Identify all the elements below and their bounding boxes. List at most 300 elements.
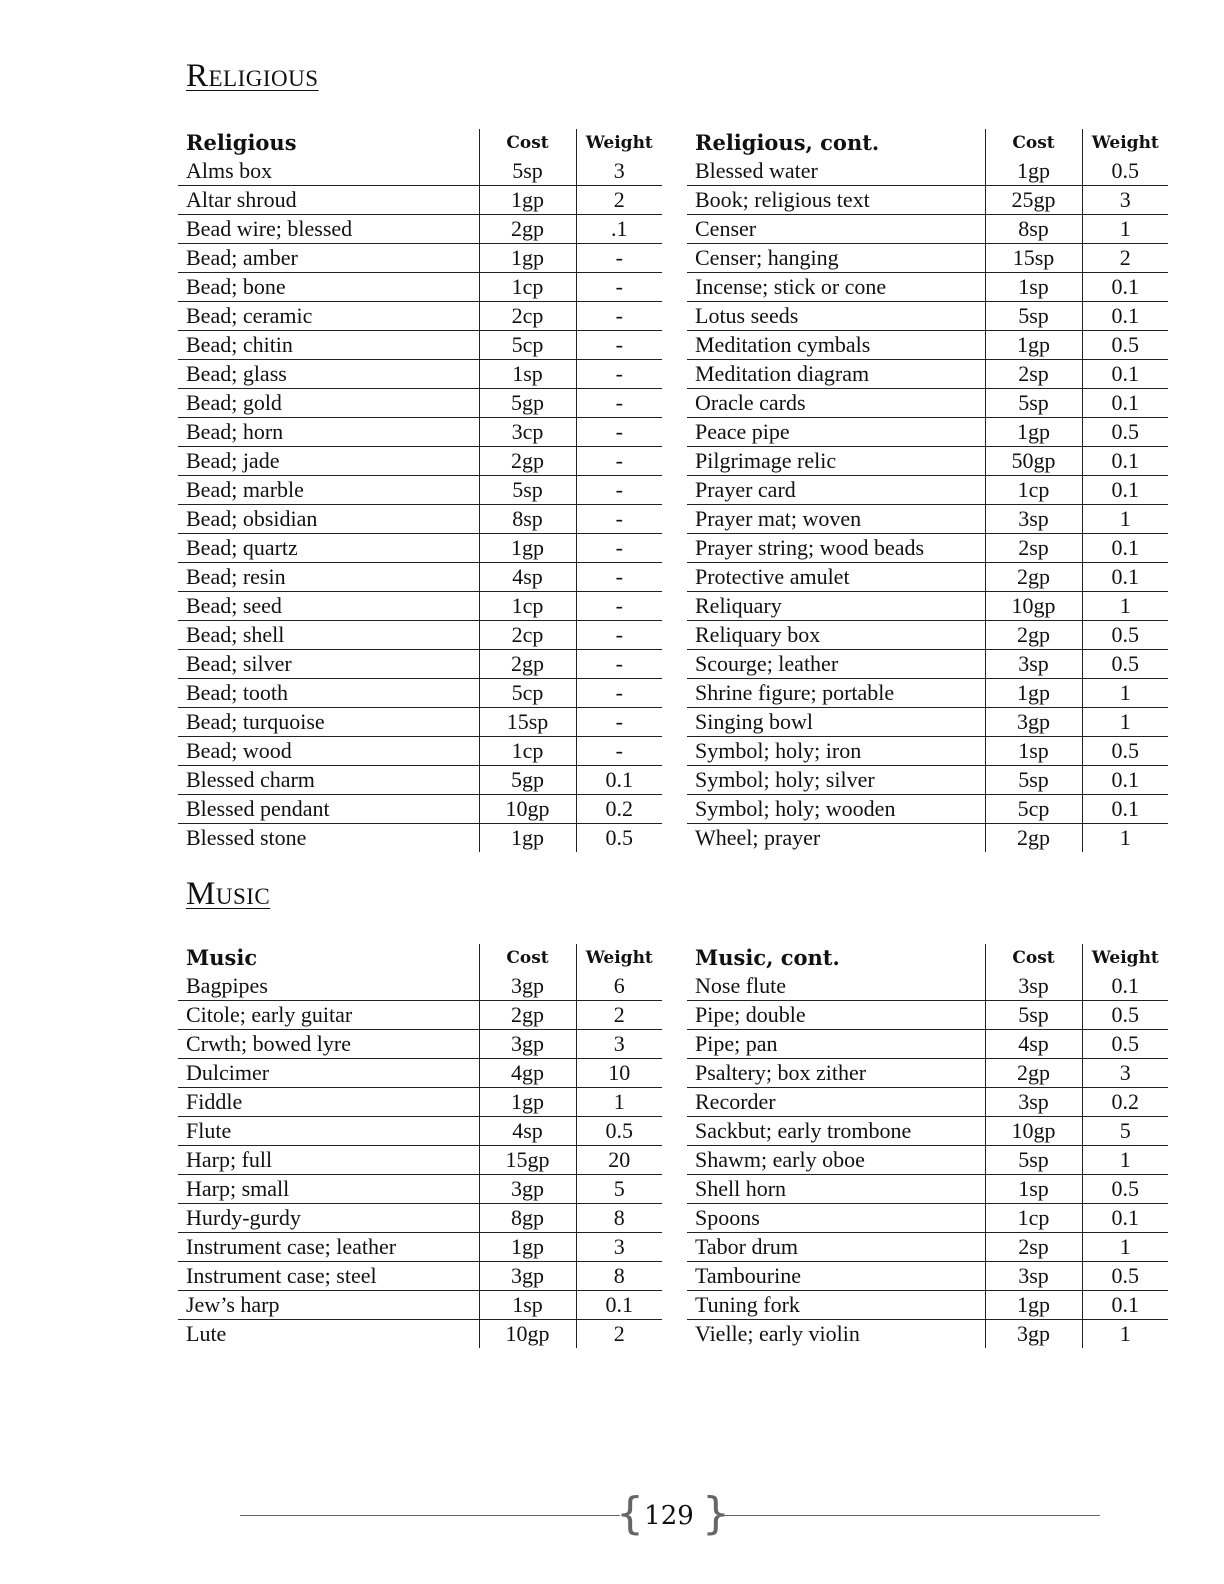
item-weight: 0.1 (576, 1291, 662, 1320)
table-row (178, 331, 662, 360)
item-weight: 1 (1082, 679, 1168, 708)
item-name: Shell horn (695, 1176, 787, 1201)
item-cost: 5sp (985, 766, 1082, 795)
item-cost: 1gp (985, 157, 1082, 186)
item-cost: 2gp (985, 563, 1082, 592)
item-cost: 2cp (479, 621, 576, 650)
header-cost: Cost (479, 944, 576, 972)
item-weight: 0.1 (1082, 766, 1168, 795)
item-cost: 1cp (479, 737, 576, 766)
item-name: Bead; wood (186, 738, 292, 763)
item-weight: 3 (1082, 1059, 1168, 1088)
item-weight: 1 (1082, 1233, 1168, 1262)
item-name: Instrument case; leather (186, 1234, 397, 1259)
table-row (178, 534, 662, 563)
header-item: Music (186, 945, 258, 970)
item-cost: 3sp (985, 1088, 1082, 1117)
item-name: Pipe; double (695, 1002, 806, 1027)
item-weight: 1 (1082, 592, 1168, 621)
item-name: Altar shroud (186, 187, 297, 212)
item-weight: - (576, 563, 662, 592)
table-row (178, 1030, 662, 1059)
item-cost: 2sp (985, 1233, 1082, 1262)
item-name: Flute (186, 1118, 232, 1143)
table-header-row (687, 129, 1168, 157)
table-row (178, 563, 662, 592)
table-row (687, 1117, 1168, 1146)
table-row (687, 157, 1168, 186)
item-cost: 2gp (479, 1001, 576, 1030)
item-name: Bead; gold (186, 390, 282, 415)
table-row (687, 215, 1168, 244)
music-table (178, 944, 662, 1348)
item-cost: 5cp (479, 331, 576, 360)
table-row (178, 1262, 662, 1291)
item-cost: 50gp (985, 447, 1082, 476)
item-name: Blessed charm (186, 767, 315, 792)
item-cost: 3gp (985, 708, 1082, 737)
item-weight: 2 (576, 186, 662, 215)
item-cost: 4sp (985, 1030, 1082, 1059)
item-cost: 2gp (479, 650, 576, 679)
item-weight: 3 (1082, 186, 1168, 215)
item-cost: 1gp (479, 534, 576, 563)
header-cost: Cost (985, 129, 1082, 157)
table-row (687, 1059, 1168, 1088)
item-cost: 3sp (985, 505, 1082, 534)
item-cost: 1gp (985, 679, 1082, 708)
item-weight: 1 (1082, 1320, 1168, 1349)
item-name: Bead; amber (186, 245, 298, 270)
item-name: Prayer mat; woven (695, 506, 862, 531)
item-weight: 0.1 (1082, 389, 1168, 418)
table-row (687, 186, 1168, 215)
item-cost: 4sp (479, 563, 576, 592)
item-weight: 0.1 (1082, 795, 1168, 824)
item-weight: - (576, 447, 662, 476)
item-weight: 0.5 (1082, 1175, 1168, 1204)
item-cost: 2gp (985, 1059, 1082, 1088)
item-weight: 0.1 (1082, 360, 1168, 389)
item-name: Reliquary (695, 593, 782, 618)
item-name: Bead wire; blessed (186, 216, 353, 241)
item-name: Prayer card (695, 477, 796, 502)
item-name: Bead; silver (186, 651, 292, 676)
item-name: Tabor drum (695, 1234, 798, 1259)
table-row (178, 157, 662, 186)
item-cost: 2gp (985, 824, 1082, 853)
header-weight: Weight (1082, 944, 1168, 972)
item-cost: 1gp (479, 824, 576, 853)
item-weight: - (576, 244, 662, 273)
item-cost: 1cp (479, 592, 576, 621)
table-row (687, 1146, 1168, 1175)
table-row (687, 679, 1168, 708)
item-weight: 8 (576, 1204, 662, 1233)
header-item: Religious (186, 130, 297, 155)
table-row (178, 476, 662, 505)
item-cost: 1gp (985, 331, 1082, 360)
item-name: Bead; chitin (186, 332, 293, 357)
item-cost: 2cp (479, 302, 576, 331)
item-weight: 8 (576, 1262, 662, 1291)
item-weight: 0.1 (1082, 302, 1168, 331)
item-weight: 0.5 (1082, 418, 1168, 447)
item-cost: 3gp (985, 1320, 1082, 1349)
item-name: Symbol; holy; wooden (695, 796, 896, 821)
item-name: Peace pipe (695, 419, 790, 444)
footer-rule-right (720, 1515, 1100, 1516)
item-name: Crwth; bowed lyre (186, 1031, 351, 1056)
page-number: 129 (644, 1501, 694, 1531)
table-row (178, 1146, 662, 1175)
item-name: Instrument case; steel (186, 1263, 377, 1288)
table-row (687, 1320, 1168, 1349)
item-cost: 2sp (985, 534, 1082, 563)
item-cost: 5cp (479, 679, 576, 708)
item-cost: 8gp (479, 1204, 576, 1233)
item-cost: 3gp (479, 1030, 576, 1059)
item-name: Sackbut; early trombone (695, 1118, 912, 1143)
item-cost: 5sp (479, 157, 576, 186)
table-row (178, 360, 662, 389)
item-weight: 0.5 (1082, 650, 1168, 679)
item-name: Singing bowl (695, 709, 813, 734)
table-row (178, 244, 662, 273)
table-row (178, 1320, 662, 1349)
table-row (178, 737, 662, 766)
item-name: Scourge; leather (695, 651, 839, 676)
item-name: Meditation cymbals (695, 332, 871, 357)
item-weight: 0.1 (1082, 476, 1168, 505)
item-name: Bead; horn (186, 419, 284, 444)
section-title-religious: Religious (186, 58, 319, 94)
table-header-row (178, 129, 662, 157)
item-weight: 5 (576, 1175, 662, 1204)
table-row (178, 447, 662, 476)
item-weight: 0.1 (1082, 1291, 1168, 1320)
item-cost: 2gp (985, 621, 1082, 650)
item-cost: 3gp (479, 972, 576, 1001)
item-name: Blessed stone (186, 825, 307, 850)
item-cost: 15sp (985, 244, 1082, 273)
table-row (687, 824, 1168, 853)
table-row (178, 302, 662, 331)
item-name: Bead; shell (186, 622, 285, 647)
table-row (687, 1204, 1168, 1233)
item-weight: .1 (576, 215, 662, 244)
table-row (178, 1059, 662, 1088)
table-row (687, 534, 1168, 563)
item-weight: 0.1 (576, 766, 662, 795)
item-cost: 5sp (479, 476, 576, 505)
item-weight: 0.5 (1082, 1262, 1168, 1291)
table-row (687, 766, 1168, 795)
item-name: Book; religious text (695, 187, 870, 212)
item-name: Shawm; early oboe (695, 1147, 865, 1172)
item-cost: 1sp (985, 273, 1082, 302)
item-cost: 15sp (479, 708, 576, 737)
table-row (178, 708, 662, 737)
item-cost: 5sp (985, 1001, 1082, 1030)
table-row (178, 1204, 662, 1233)
item-weight: - (576, 302, 662, 331)
item-weight: - (576, 331, 662, 360)
item-cost: 1gp (479, 186, 576, 215)
item-cost: 2gp (479, 447, 576, 476)
table-row (178, 824, 662, 853)
item-cost: 2sp (985, 360, 1082, 389)
item-name: Protective amulet (695, 564, 850, 589)
item-weight: 0.1 (1082, 1204, 1168, 1233)
item-name: Tuning fork (695, 1292, 800, 1317)
item-name: Hurdy-gurdy (186, 1205, 301, 1230)
item-name: Censer (695, 216, 757, 241)
item-cost: 5sp (985, 1146, 1082, 1175)
item-cost: 1cp (479, 273, 576, 302)
left-brace-ornament: { (616, 1488, 644, 1539)
table-row (178, 621, 662, 650)
table-row (178, 1233, 662, 1262)
table-row (687, 331, 1168, 360)
item-name: Lute (186, 1321, 227, 1346)
table-row (687, 1233, 1168, 1262)
item-weight: 0.5 (1082, 331, 1168, 360)
table-row (178, 972, 662, 1001)
item-name: Bead; jade (186, 448, 280, 473)
item-weight: 0.5 (576, 824, 662, 853)
item-weight: - (576, 679, 662, 708)
item-weight: - (576, 389, 662, 418)
item-name: Wheel; prayer (695, 825, 821, 850)
table-row (178, 795, 662, 824)
item-name: Vielle; early violin (695, 1321, 860, 1346)
item-name: Citole; early guitar (186, 1002, 353, 1027)
item-name: Tambourine (695, 1263, 801, 1288)
item-weight: 0.2 (576, 795, 662, 824)
item-cost: 5sp (985, 302, 1082, 331)
header-item: Religious, cont. (695, 130, 880, 155)
item-cost: 3sp (985, 1262, 1082, 1291)
item-weight: 2 (576, 1001, 662, 1030)
item-cost: 1gp (479, 1233, 576, 1262)
item-weight: 1 (1082, 215, 1168, 244)
item-name: Blessed pendant (186, 796, 330, 821)
table-row (687, 650, 1168, 679)
table-row (178, 186, 662, 215)
item-name: Bead; resin (186, 564, 286, 589)
item-weight: 20 (576, 1146, 662, 1175)
item-cost: 25gp (985, 186, 1082, 215)
table-row (687, 563, 1168, 592)
item-weight: - (576, 592, 662, 621)
item-cost: 10gp (985, 1117, 1082, 1146)
table-row (687, 447, 1168, 476)
item-cost: 1sp (479, 360, 576, 389)
item-weight: 3 (576, 1233, 662, 1262)
item-cost: 15gp (479, 1146, 576, 1175)
item-name: Censer; hanging (695, 245, 839, 270)
table-row (178, 1088, 662, 1117)
item-name: Bead; glass (186, 361, 287, 386)
item-cost: 1cp (985, 1204, 1082, 1233)
table-row (687, 972, 1168, 1001)
item-cost: 5cp (985, 795, 1082, 824)
table-row (178, 1117, 662, 1146)
table-row (687, 1030, 1168, 1059)
item-name: Symbol; holy; silver (695, 767, 875, 792)
item-weight: 0.5 (1082, 1001, 1168, 1030)
item-name: Harp; full (186, 1147, 273, 1172)
item-weight: 0.5 (576, 1117, 662, 1146)
item-weight: 0.5 (1082, 621, 1168, 650)
item-name: Bead; seed (186, 593, 282, 618)
item-weight: 10 (576, 1059, 662, 1088)
item-name: Bead; tooth (186, 680, 289, 705)
table-row (687, 418, 1168, 447)
table-row (687, 621, 1168, 650)
table-row (178, 505, 662, 534)
table-row (178, 650, 662, 679)
item-cost: 5gp (479, 766, 576, 795)
table-row (687, 1001, 1168, 1030)
item-weight: - (576, 534, 662, 563)
item-cost: 1gp (985, 418, 1082, 447)
item-weight: 0.1 (1082, 563, 1168, 592)
table-row (178, 679, 662, 708)
item-weight: 0.1 (1082, 534, 1168, 563)
table-row (687, 592, 1168, 621)
item-name: Dulcimer (186, 1060, 270, 1085)
table-row (178, 1291, 662, 1320)
item-name: Symbol; holy; iron (695, 738, 862, 763)
item-cost: 1sp (985, 737, 1082, 766)
item-name: Bead; obsidian (186, 506, 318, 531)
item-cost: 1gp (985, 1291, 1082, 1320)
table-row (687, 1088, 1168, 1117)
item-name: Shrine figure; portable (695, 680, 895, 705)
item-name: Pipe; pan (695, 1031, 778, 1056)
item-name: Oracle cards (695, 390, 806, 415)
table-row (178, 1001, 662, 1030)
table-row (178, 592, 662, 621)
item-weight: - (576, 650, 662, 679)
item-weight: 0.1 (1082, 972, 1168, 1001)
religious-table (178, 129, 662, 852)
header-weight: Weight (576, 944, 662, 972)
item-weight: - (576, 418, 662, 447)
item-weight: 0.5 (1082, 1030, 1168, 1059)
item-name: Recorder (695, 1089, 776, 1114)
table-row (687, 708, 1168, 737)
item-name: Bead; bone (186, 274, 286, 299)
item-name: Meditation diagram (695, 361, 870, 386)
item-weight: 3 (576, 157, 662, 186)
item-cost: 10gp (479, 1320, 576, 1349)
table-row (178, 215, 662, 244)
item-name: Blessed water (695, 158, 818, 183)
item-name: Pilgrimage relic (695, 448, 837, 473)
item-weight: 6 (576, 972, 662, 1001)
header-cost: Cost (985, 944, 1082, 972)
table-row (687, 1291, 1168, 1320)
item-weight: 1 (1082, 1146, 1168, 1175)
item-name: Harp; small (186, 1176, 290, 1201)
item-weight: - (576, 708, 662, 737)
item-cost: 4gp (479, 1059, 576, 1088)
item-name: Incense; stick or cone (695, 274, 887, 299)
item-weight: - (576, 273, 662, 302)
item-name: Bead; turquoise (186, 709, 325, 734)
item-weight: 0.1 (1082, 447, 1168, 476)
item-weight: 2 (1082, 244, 1168, 273)
table-row (687, 737, 1168, 766)
item-weight: 5 (1082, 1117, 1168, 1146)
item-cost: 10gp (985, 592, 1082, 621)
table-row (687, 476, 1168, 505)
item-cost: 2gp (479, 215, 576, 244)
header-weight: Weight (576, 129, 662, 157)
religious-cont-table (687, 129, 1168, 852)
item-name: Alms box (186, 158, 273, 183)
item-cost: 1sp (985, 1175, 1082, 1204)
table-row (687, 360, 1168, 389)
item-name: Psaltery; box zither (695, 1060, 867, 1085)
table-row (178, 418, 662, 447)
item-weight: - (576, 621, 662, 650)
item-weight: - (576, 476, 662, 505)
header-weight: Weight (1082, 129, 1168, 157)
item-cost: 5gp (479, 389, 576, 418)
item-weight: 2 (576, 1320, 662, 1349)
item-name: Jew’s harp (186, 1292, 280, 1317)
item-cost: 1sp (479, 1291, 576, 1320)
table-row (687, 389, 1168, 418)
item-cost: 8sp (479, 505, 576, 534)
item-name: Bagpipes (186, 973, 268, 998)
item-name: Fiddle (186, 1089, 243, 1114)
table-header-row (687, 944, 1168, 972)
header-cost: Cost (479, 129, 576, 157)
table-row (178, 273, 662, 302)
item-weight: 0.5 (1082, 157, 1168, 186)
header-item: Music, cont. (695, 945, 840, 970)
item-cost: 10gp (479, 795, 576, 824)
item-cost: 3sp (985, 972, 1082, 1001)
item-weight: 1 (1082, 824, 1168, 853)
item-cost: 3sp (985, 650, 1082, 679)
item-cost: 1gp (479, 244, 576, 273)
item-cost: 1cp (985, 476, 1082, 505)
item-name: Reliquary box (695, 622, 821, 647)
item-cost: 3cp (479, 418, 576, 447)
item-cost: 5sp (985, 389, 1082, 418)
item-weight: 1 (1082, 708, 1168, 737)
item-cost: 4sp (479, 1117, 576, 1146)
table-row (687, 1262, 1168, 1291)
item-weight: - (576, 737, 662, 766)
item-weight: - (576, 360, 662, 389)
item-name: Spoons (695, 1205, 760, 1230)
item-cost: 3gp (479, 1175, 576, 1204)
item-weight: - (576, 505, 662, 534)
item-weight: 3 (576, 1030, 662, 1059)
item-cost: 1gp (479, 1088, 576, 1117)
table-row (178, 1175, 662, 1204)
item-name: Bead; marble (186, 477, 304, 502)
item-cost: 8sp (985, 215, 1082, 244)
item-weight: 1 (1082, 505, 1168, 534)
